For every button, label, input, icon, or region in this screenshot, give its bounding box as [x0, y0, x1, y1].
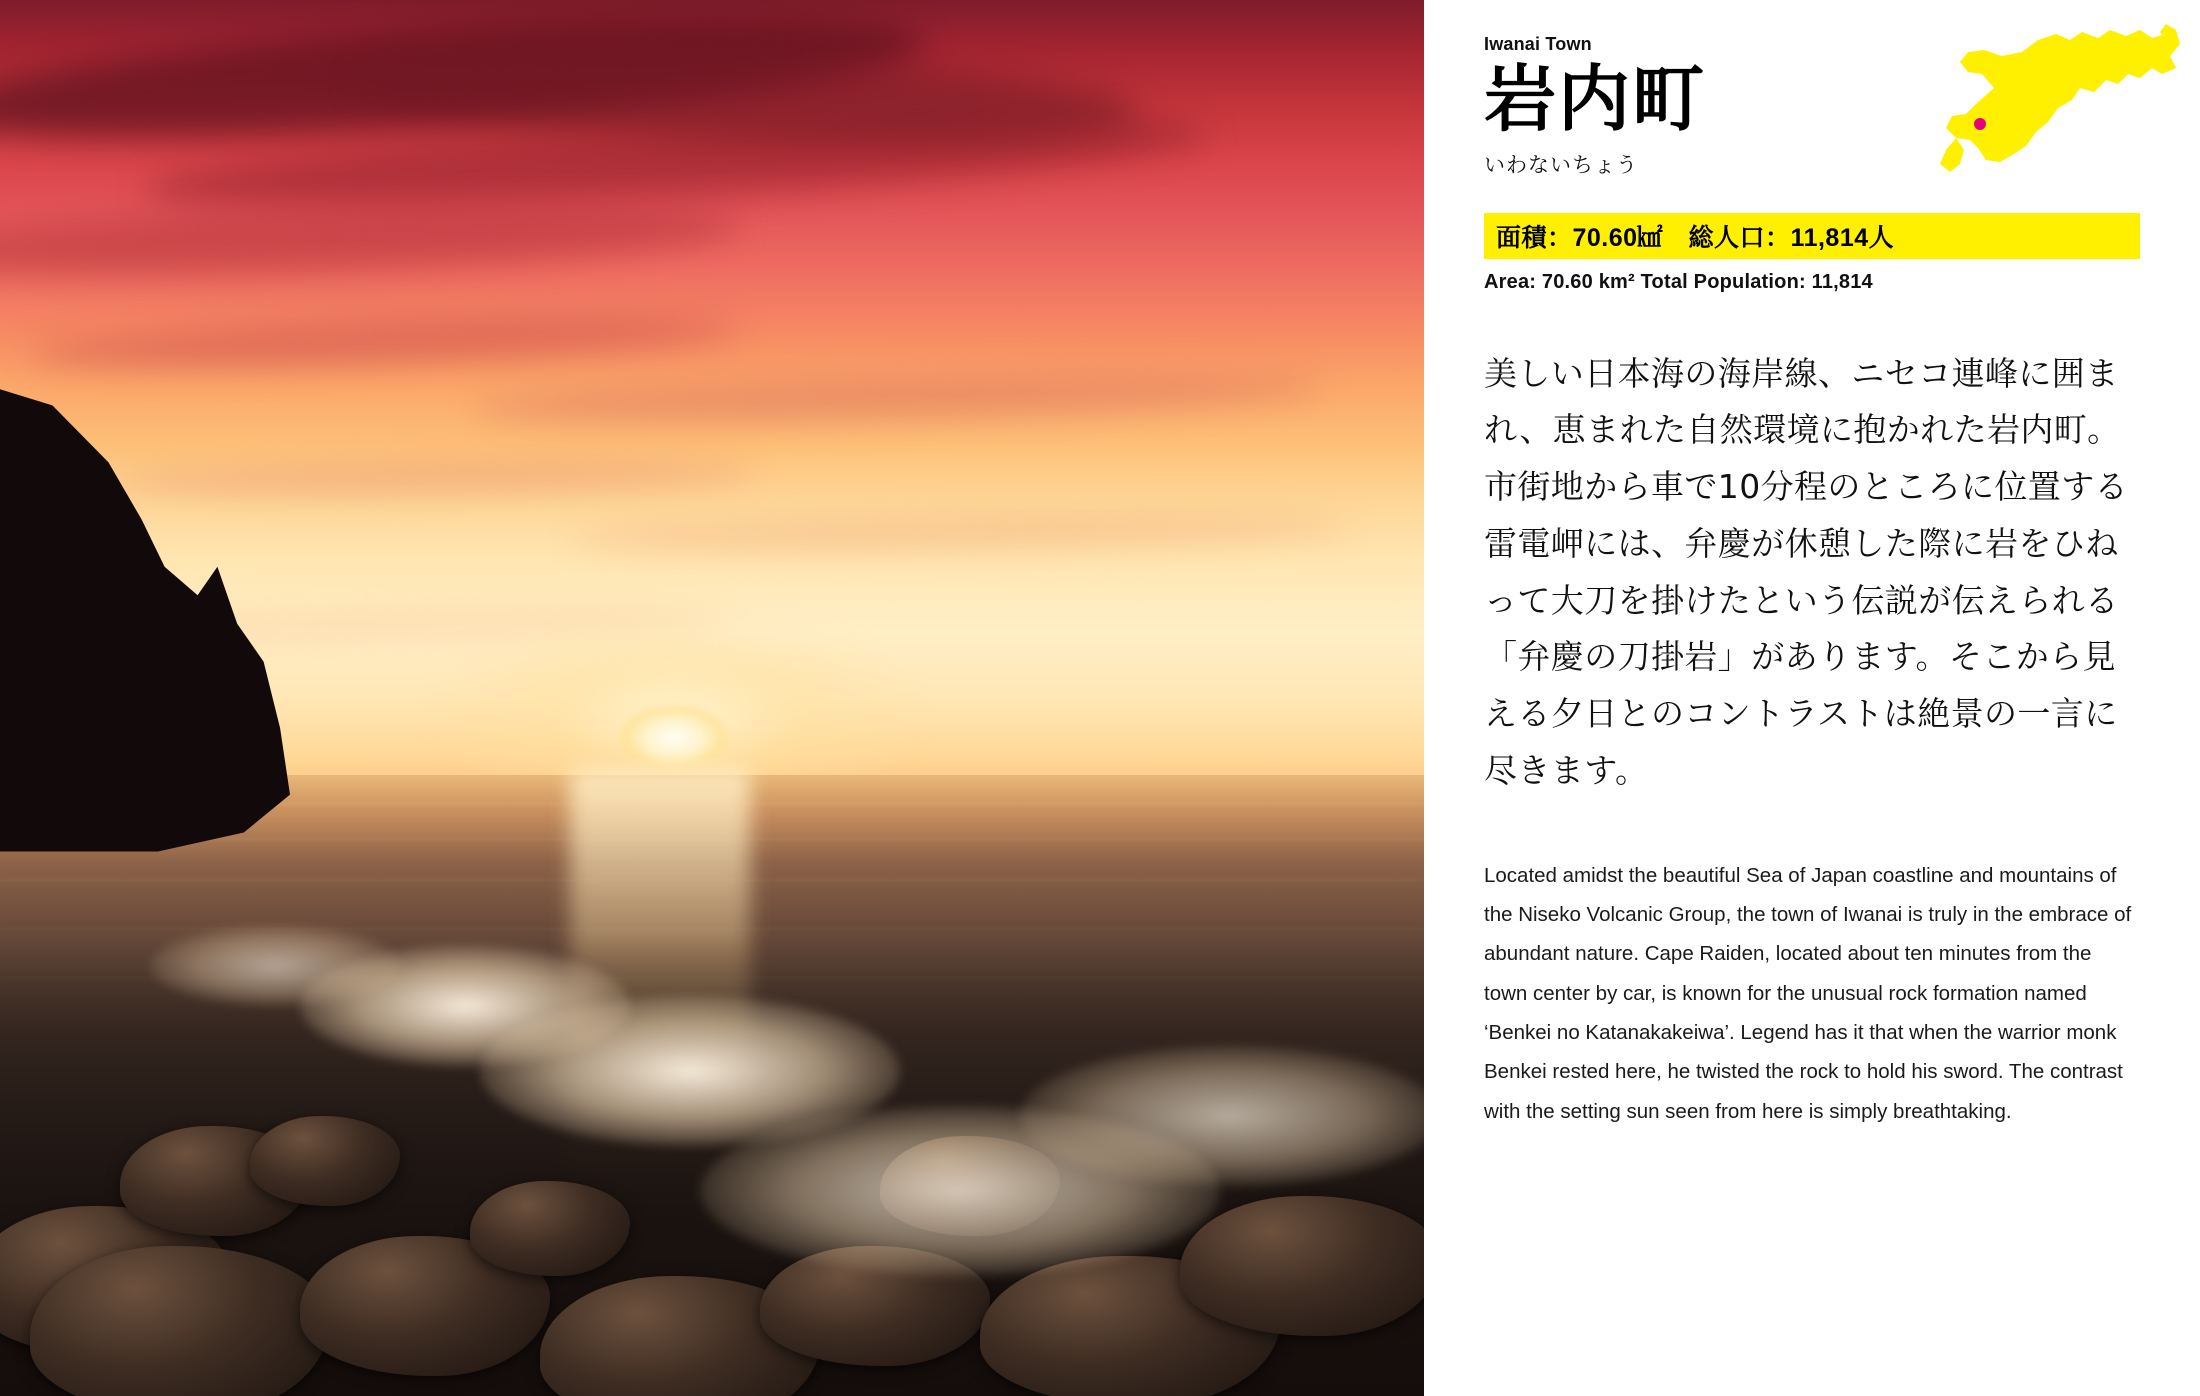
town-name-en: Iwanai Town — [1484, 34, 1592, 54]
info-panel — [1424, 0, 2200, 1396]
page-title: 岩内町 — [1484, 60, 1707, 140]
sea-ripple — [0, 879, 1424, 881]
wave-foam — [150, 926, 400, 1006]
shore-rock — [250, 1116, 400, 1206]
panel-content — [1484, 0, 2140, 1131]
description-jp-text: 美しい日本海の海岸線、ニセコ連峰に囲まれ、恵まれた自然環境に抱かれた岩内町。市街地から車で10分程のところに位置する雷電岬には、弁慶が休憩した際に岩をひねって大刀を掛けたという伝説が伝えられる「弁慶の刀掛岩」があります。そこから見える夕日とのコントラストは絶景の一言に尽きます。 — [1484, 353, 2128, 790]
description-jp — [1484, 346, 2140, 800]
description-en — [1484, 856, 2140, 1132]
shore-rock — [30, 1246, 330, 1396]
stats-bar — [1484, 213, 2140, 259]
wave-foam — [1020, 1046, 1424, 1186]
shore-rock — [470, 1181, 630, 1276]
shore-rock — [1180, 1196, 1424, 1336]
town-name-kana: いわないちょう — [1484, 153, 1638, 177]
description-en-text: Located amidst the beautiful Sea of Japan coastline and mountains of the Niseko Volcanic Group, the town of Iwanai is truly in the embrace of abundant nature. Cape Raiden, located about ten minutes from the town center by car, is known for the unusual rock formation named ‘Benkei no Katanakakeiwa’. Legend has it that when the warrior monk Benkei rested here, he twisted the rock to hold his sword. The contrast with the setting sun seen from here is simply breathtaking. — [1484, 863, 2132, 1123]
sun — [619, 705, 729, 771]
stats-bar-text: 面積：70.60㎢ 総人口：11,814人 — [1496, 223, 1895, 252]
stats-english: Area: 70.60 km² Total Population: 11,814 — [1484, 270, 1873, 293]
